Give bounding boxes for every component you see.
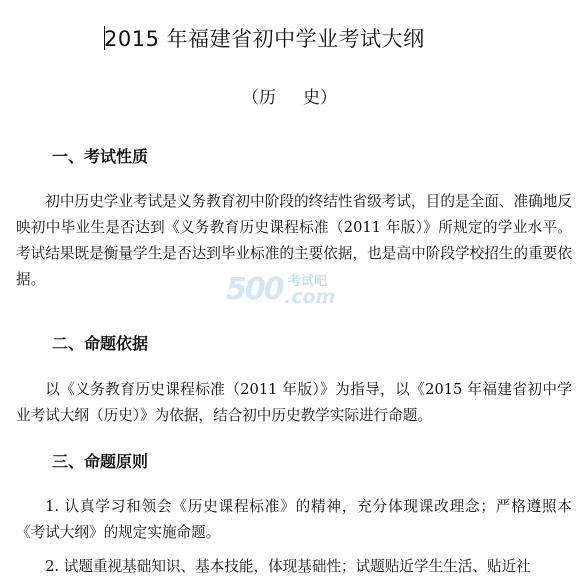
section-heading-nature: 一、考试性质: [52, 147, 149, 166]
watermark-domain: .com: [284, 286, 336, 308]
paragraph-basis: 以《义务教育历史课程标准（2011 年版）》为指导，以《2015 年福建省初中学业考试大纲（历史）》为依据，结合初中历史教学实际进行命题。: [16, 381, 572, 424]
section-heading-basis: 二、命题依据: [52, 334, 149, 353]
document-subtitle: （历 史）: [241, 88, 338, 108]
paragraph-principle-2: 2. 试题重视基础知识、基本技能，体现基础性；试题贴近学生生活、贴近社: [45, 558, 531, 575]
section-heading-principles: 三、命题原则: [52, 452, 149, 471]
watermark-brand: 考试吧: [288, 274, 328, 289]
watermark-number: 500: [226, 272, 283, 307]
document-title: 2015 年福建省初中学业考试大纲: [104, 27, 425, 51]
paragraph-principle-1: 1. 认真学习和领会《历史课程标准》的精神，充分体现课改理念；严格遵照本《考试大纲》的规定实施命题。: [16, 498, 572, 541]
watermark-logo: [226, 270, 354, 316]
paragraph-nature: 初中历史学业考试是义务教育初中阶段的终结性省级考试，目的是全面、准确地反映初中毕业生是否达到《义务教育历史课程标准（2011 年版）》所规定的学业水平。考试结果既是衡量学生是否达到毕业标准的主要依据，也是高中阶段学校招生的重要依据。: [16, 193, 572, 288]
